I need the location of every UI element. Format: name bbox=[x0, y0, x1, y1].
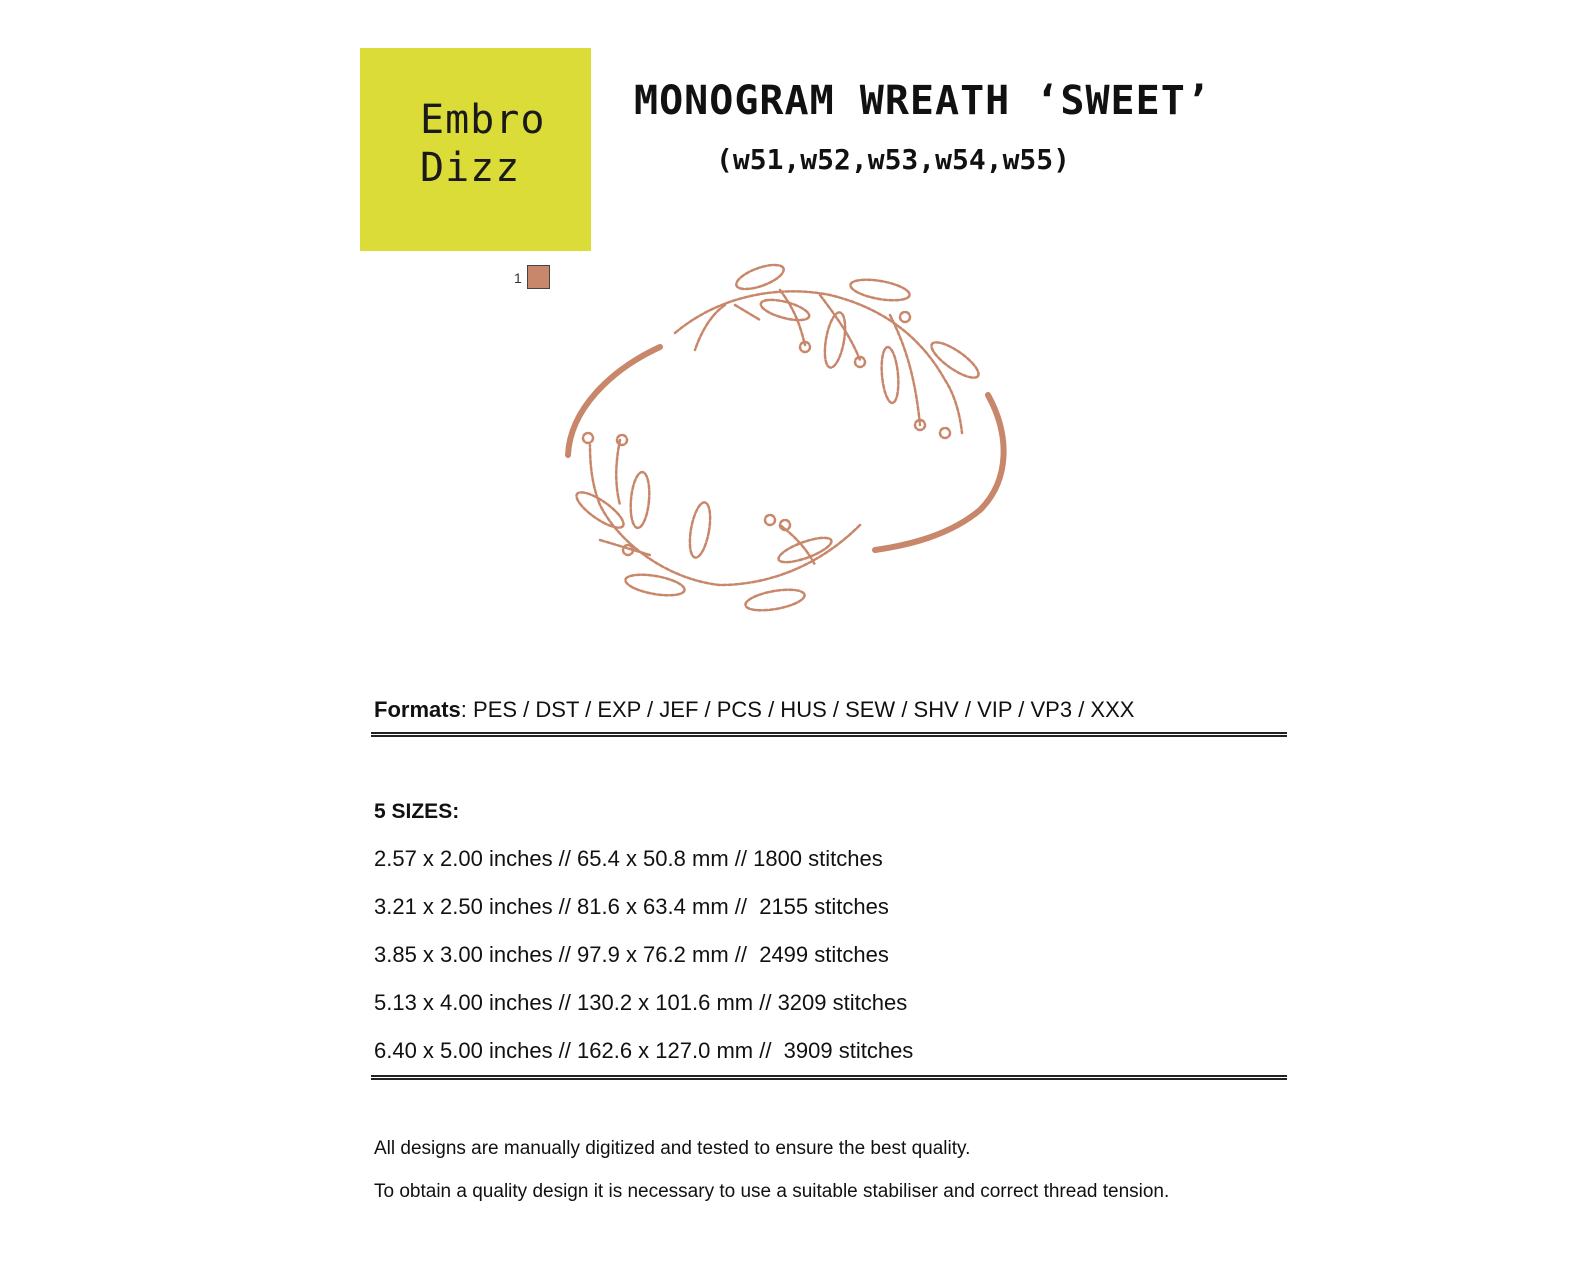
thread-number: 1 bbox=[514, 270, 522, 286]
size-row: 2.57 x 2.00 inches // 65.4 x 50.8 mm // 1800 stitches bbox=[374, 846, 883, 871]
size-row: 5.13 x 4.00 inches // 130.2 x 101.6 mm // 3209 stitches bbox=[374, 990, 908, 1015]
size-row: 6.40 x 5.00 inches // 162.6 x 127.0 mm // 3909 stitches bbox=[374, 1038, 914, 1063]
brand-logo bbox=[360, 48, 591, 251]
size-row: 3.85 x 3.00 inches // 97.9 x 76.2 mm // 2499 stitches bbox=[374, 942, 889, 967]
divider bbox=[371, 732, 1287, 737]
wreath-top-branch bbox=[675, 260, 983, 438]
formats-line bbox=[374, 697, 1134, 723]
stabiliser-note: To obtain a quality design it is necessary to use a suitable stabiliser and correct thread tension. bbox=[374, 1181, 1170, 1202]
wreath-bottom-branch bbox=[572, 433, 860, 614]
thread-color-swatch bbox=[527, 265, 550, 289]
quality-note: All designs are manually digitized and tested to ensure the best quality. bbox=[374, 1138, 971, 1159]
wreath-embroidery-illustration bbox=[560, 255, 1030, 635]
size-row: 3.21 x 2.50 inches // 81.6 x 63.4 mm // 2155 stitches bbox=[374, 894, 889, 919]
design-codes: (w51,w52,w53,w54,w55) bbox=[716, 143, 1071, 176]
sizes-heading: 5 SIZES: bbox=[374, 800, 460, 823]
design-title: MONOGRAM WREATH ‘SWEET’ bbox=[634, 78, 1211, 124]
formats-label: Formats bbox=[374, 697, 461, 722]
divider bbox=[371, 1075, 1287, 1080]
formats-list: : PES / DST / EXP / JEF / PCS / HUS / SEW / SHV / VIP / VP3 / XXX bbox=[460, 697, 1135, 722]
brand-name-line2: Dizz bbox=[420, 145, 521, 191]
brand-name-line1: Embro bbox=[420, 97, 546, 143]
wreath-right-arc bbox=[875, 395, 1004, 550]
